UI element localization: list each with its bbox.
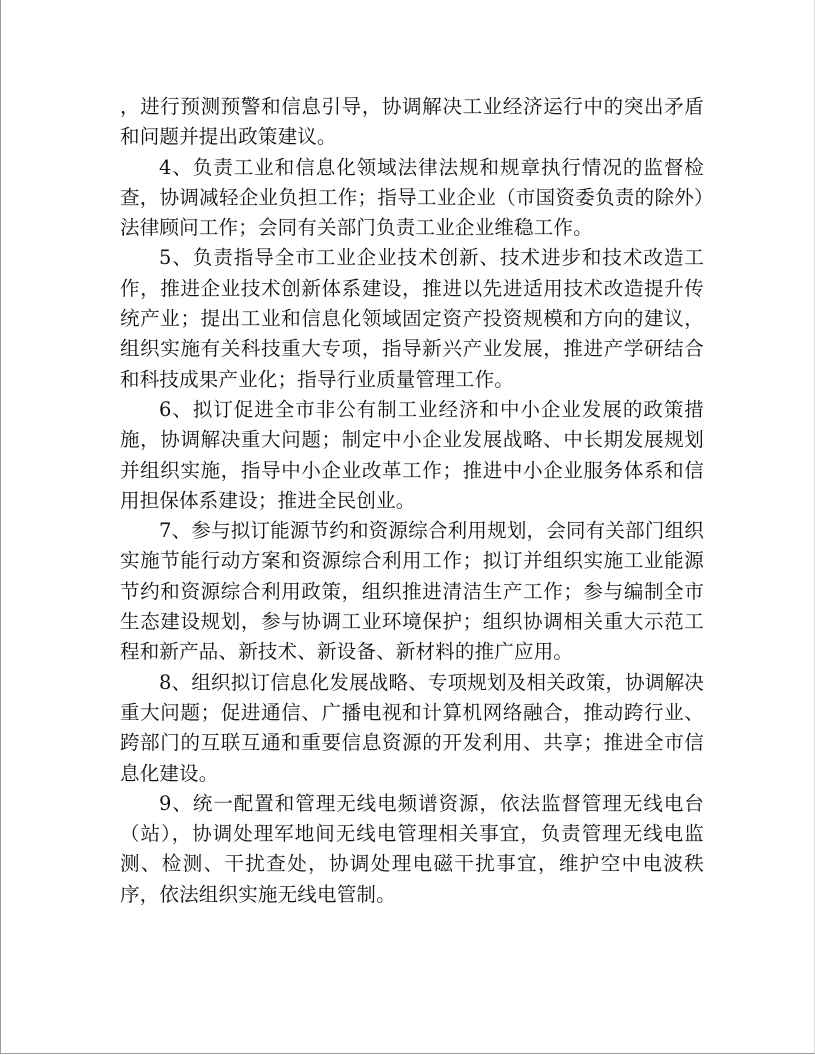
paragraph-item-9: 9、统一配置和管理无线电频谱资源，依法监督管理无线电台（站），协调处理军地间无线电管理相关事宜，负责管理无线电监测、检测、干扰查处，协调处理电磁干扰事宜，维护空中电波秩序，依法组织实施无线电管制。 (120, 791, 704, 906)
paragraph-item-5: 5、负责指导全市工业企业技术创新、技术进步和技术改造工作，推进企业技术创新体系建设，推进以先进适用技术改造提升传统产业；提出工业和信息化领域固定资产投资规模和方向的建议，组织实施有关科技重大专项，指导新兴产业发展，推进产学研结合和科技成果产业化；指导行业质量管理工作。 (120, 246, 704, 391)
paragraph-continuation: ，进行预测预警和信息引导，协调解决工业经济运行中的突出矛盾和问题并提出政策建议。 (120, 95, 704, 149)
document-body (120, 92, 704, 910)
paragraph-item-7: 7、参与拟订能源节约和资源综合利用规划，会同有关部门组织实施节能行动方案和资源综合利用工作；拟订并组织实施工业能源节约和资源综合利用政策，组织推进清洁生产工作；参与编制全市生态建设规划，参与协调工业环境保护；组织协调相关重大示范工程和新产品、新技术、新设备、新材料的推广应用。 (120, 519, 704, 664)
paragraph-item-6: 6、拟订促进全市非公有制工业经济和中小企业发展的政策措施，协调解决重大问题；制定中小企业发展战略、中长期发展规划并组织实施，指导中小企业改革工作；推进中小企业服务体系和信用担保体系建设；推进全民创业。 (120, 397, 704, 512)
paragraph-item-4: 4、负责工业和信息化领域法律法规和规章执行情况的监督检查，协调减轻企业负担工作；指导工业企业（市国资委负责的除外）法律顾问工作；会同有关部门负责工业企业维稳工作。 (120, 155, 704, 240)
paragraph-item-8: 8、组织拟订信息化发展战略、专项规划及相关政策，协调解决重大问题；促进通信、广播电视和计算机网络融合，推动跨行业、跨部门的互联互通和重要信息资源的开发利用、共享；推进全市信息化建设。 (120, 670, 704, 785)
